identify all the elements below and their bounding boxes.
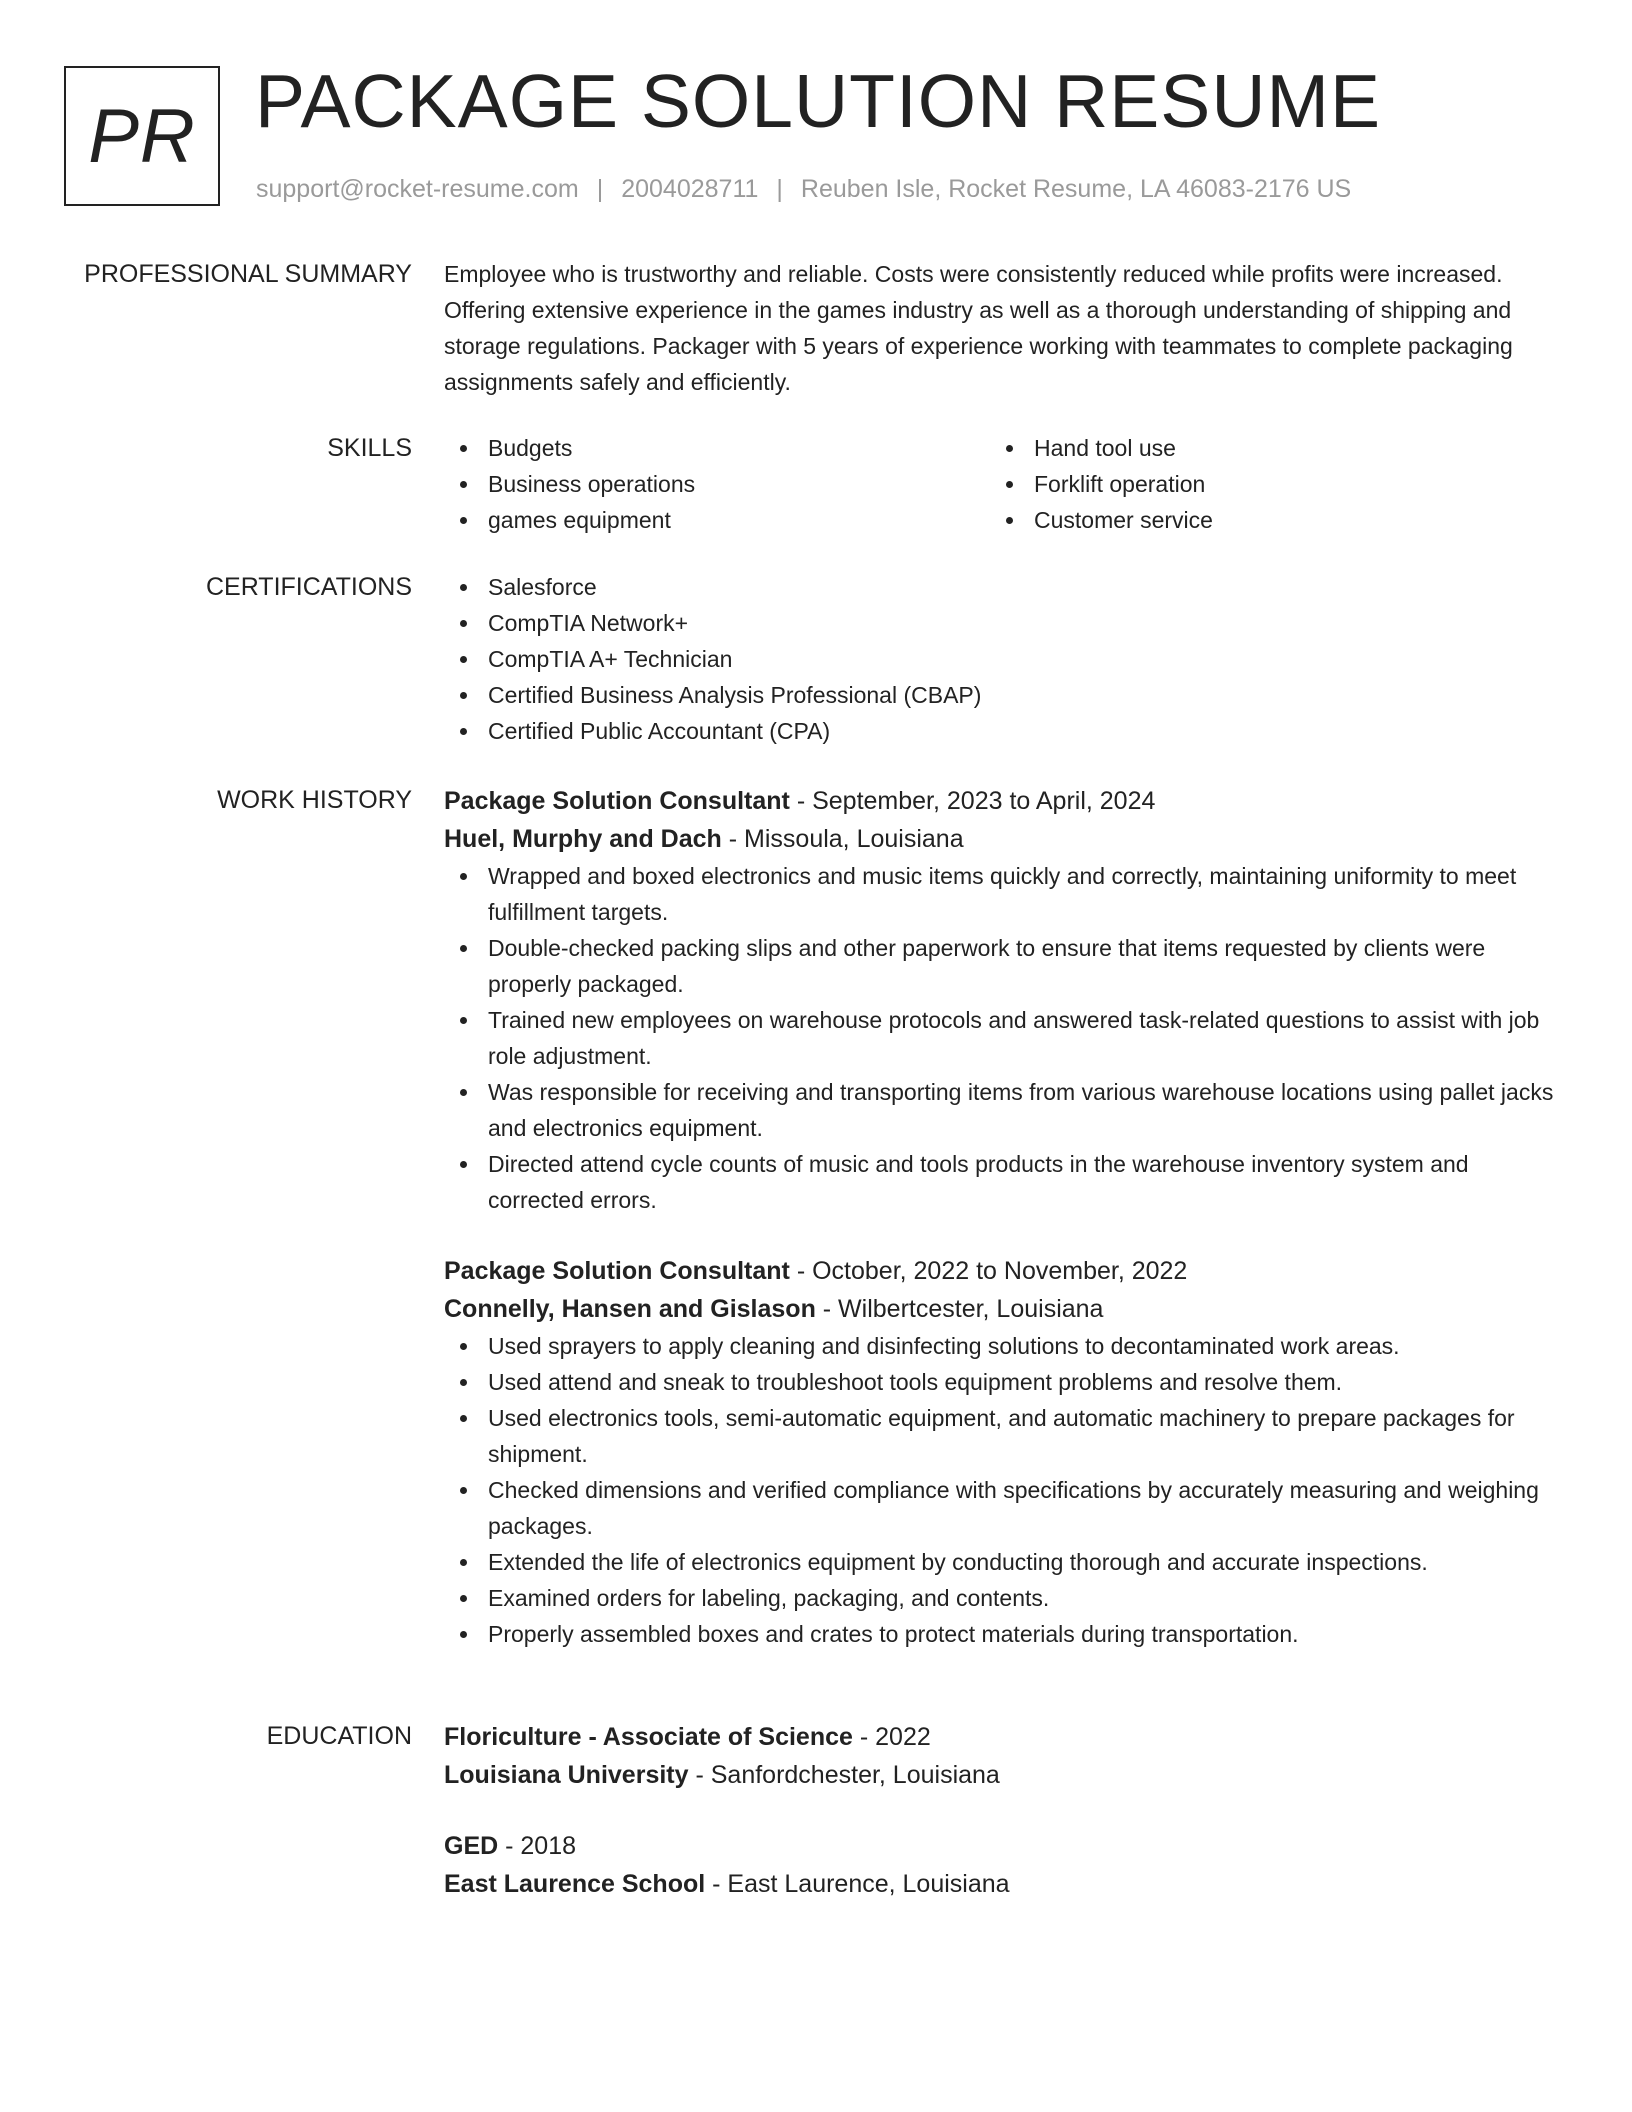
contact-address: Reuben Isle, Rocket Resume, LA 46083-2176 US (800, 175, 1352, 203)
contact-phone: 2004028711 (621, 175, 759, 203)
work-history-heading: WORK HISTORY (217, 786, 412, 814)
job-duty: Used attend and sneak to troubleshoot tools equipment problems and resolve them. (444, 1364, 1554, 1400)
contact-separator: | (776, 175, 783, 203)
education-heading: EDUCATION (266, 1722, 412, 1750)
degree-year: - 2018 (498, 1832, 577, 1860)
certification-item: Salesforce (444, 569, 1554, 605)
job-duties-list (444, 1328, 1554, 1652)
summary-heading: PROFESSIONAL SUMMARY (84, 260, 412, 288)
summary-text: Employee who is trustworthy and reliable. Costs were consistently reduced while profits were increased. Offering extensive experience in the games industry as well as a thorough understanding of shipping and storage regulations. Packager with 5 years of experience working with teammates to complete packaging assignments safely and efficiently. (444, 261, 1513, 395)
skill-item: Budgets (444, 430, 990, 466)
job-entry (444, 782, 1554, 1218)
job-company-line (444, 820, 1554, 858)
certifications-heading: CERTIFICATIONS (205, 573, 412, 601)
degree-year: - 2022 (852, 1723, 931, 1751)
skill-item: games equipment (444, 502, 990, 538)
school: East Laurence School (444, 1870, 706, 1898)
job-duty: Extended the life of electronics equipment by conducting thorough and accurate inspections. (444, 1544, 1554, 1580)
job-title: Package Solution Consultant (444, 787, 790, 815)
job-duty: Was responsible for receiving and transporting items from various warehouse locations using pallet jacks and electronics equipment. (444, 1074, 1554, 1146)
job-duty: Examined orders for labeling, packaging, and contents. (444, 1580, 1554, 1616)
school-location: - Sanfordchester, Louisiana (688, 1761, 1000, 1789)
job-duty: Checked dimensions and verified compliance with specifications by accurately measuring and weighing packages. (444, 1472, 1554, 1544)
resume-title: PACKAGE SOLUTION RESUME (255, 59, 1381, 143)
contact-separator: | (596, 175, 604, 203)
degree: GED (444, 1832, 499, 1860)
skill-item: Forklift operation (990, 466, 1536, 502)
degree-line (444, 1827, 1554, 1865)
skill-item: Business operations (444, 466, 990, 502)
skills-list-left (444, 430, 990, 538)
degree: Floriculture - Associate of Science (444, 1723, 853, 1751)
certification-item: Certified Public Accountant (CPA) (444, 713, 1554, 749)
job-duties-list (444, 858, 1554, 1218)
job-location: - Missoula, Louisiana (721, 825, 964, 853)
job-title: Package Solution Consultant (444, 1257, 790, 1285)
job-entry (444, 1252, 1554, 1652)
school-line (444, 1865, 1554, 1903)
degree-line (444, 1718, 1554, 1756)
job-company-line (444, 1290, 1554, 1328)
certification-item: CompTIA A+ Technician (444, 641, 1554, 677)
school: Louisiana University (444, 1761, 689, 1789)
job-company: Huel, Murphy and Dach (444, 825, 722, 853)
skill-item: Hand tool use (990, 430, 1536, 466)
school-line (444, 1756, 1554, 1794)
contact-line (256, 172, 1351, 206)
education-entry (444, 1718, 1554, 1794)
job-duty: Used electronics tools, semi-automatic equipment, and automatic machinery to prepare packages for shipment. (444, 1400, 1554, 1472)
contact-email: support@rocket-resume.com (256, 175, 579, 203)
job-dates: - September, 2023 to April, 2024 (789, 787, 1156, 815)
job-dates: - October, 2022 to November, 2022 (789, 1257, 1188, 1285)
job-title-line (444, 782, 1554, 820)
education-entry (444, 1827, 1554, 1903)
job-location: - Wilbertcester, Louisiana (815, 1295, 1104, 1323)
skills-heading: SKILLS (327, 434, 412, 462)
job-duty: Properly assembled boxes and crates to protect materials during transportation. (444, 1616, 1554, 1652)
certification-item: Certified Business Analysis Professional (CBAP) (444, 677, 1554, 713)
job-duty: Double-checked packing slips and other paperwork to ensure that items requested by clients were properly packaged. (444, 930, 1554, 1002)
job-duty: Wrapped and boxed electronics and music items quickly and correctly, maintaining uniformity to meet fulfillment targets. (444, 858, 1554, 930)
school-location: - East Laurence, Louisiana (705, 1870, 1010, 1898)
job-title-line (444, 1252, 1554, 1290)
job-duty: Used sprayers to apply cleaning and disinfecting solutions to decontaminated work areas. (444, 1328, 1554, 1364)
skills-list-right (990, 430, 1536, 538)
job-company: Connelly, Hansen and Gislason (444, 1295, 816, 1323)
certification-item: CompTIA Network+ (444, 605, 1554, 641)
job-duty: Trained new employees on warehouse protocols and answered task-related questions to assist with job role adjustment. (444, 1002, 1554, 1074)
certifications-list (444, 569, 1554, 749)
job-duty: Directed attend cycle counts of music and tools products in the warehouse inventory system and corrected errors. (444, 1146, 1554, 1218)
skill-item: Customer service (990, 502, 1536, 538)
initials-monogram: PR (64, 66, 220, 206)
